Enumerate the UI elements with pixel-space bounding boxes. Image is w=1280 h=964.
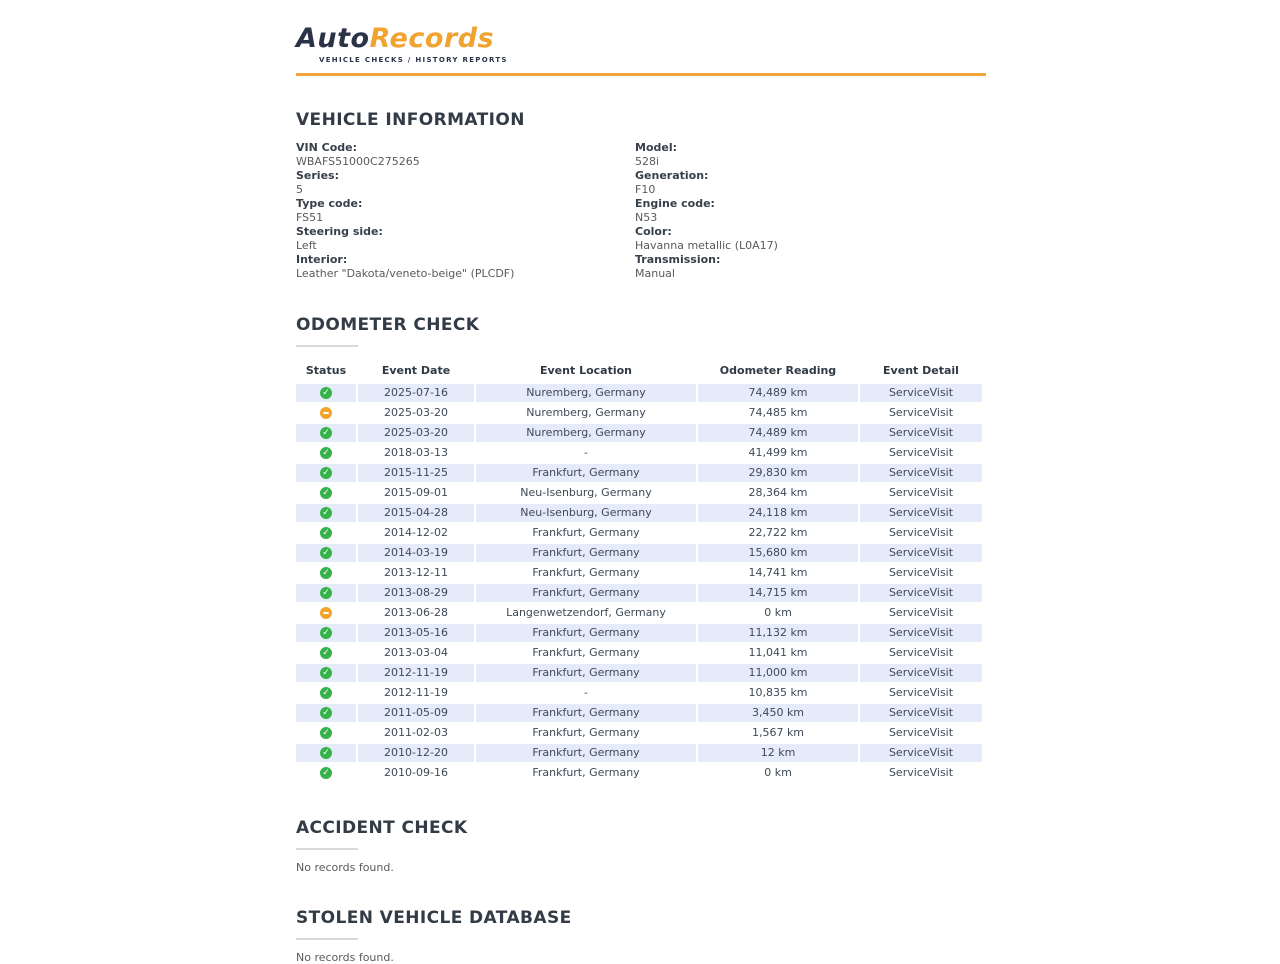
accident-check-empty-text: No records found. [296, 861, 394, 874]
event-detail-cell: ServiceVisit [860, 744, 982, 762]
odometer-table-head [296, 360, 982, 382]
odometer-table-row [296, 664, 982, 682]
event-detail-cell: ServiceVisit [888, 566, 954, 579]
status-cell [296, 764, 356, 782]
event-detail-cell: ServiceVisit [860, 704, 982, 722]
event-location-cell: - [584, 686, 588, 699]
event-location-cell: Nuremberg, Germany [526, 406, 646, 419]
event-location-cell: - [584, 446, 588, 459]
odometer-table-row [296, 484, 982, 502]
status-ok-icon [320, 567, 332, 579]
odometer-table-row [296, 704, 982, 722]
accident-check-title: ACCIDENT CHECK [296, 818, 468, 838]
event-date-cell: 2010-12-20 [358, 744, 474, 762]
event-location-cell: Frankfurt, Germany [476, 464, 696, 482]
status-ok-icon [320, 727, 332, 739]
status-ok-icon [320, 427, 332, 439]
odometer-table-row [296, 744, 982, 762]
odometer-table-row [296, 624, 982, 642]
status-cell [296, 704, 356, 722]
event-date-cell: 2015-09-01 [384, 486, 448, 499]
status-ok-icon [320, 387, 332, 399]
odometer-reading-cell: 0 km [764, 606, 792, 619]
odometer-table-row [296, 384, 982, 402]
event-location-cell: Frankfurt, Germany [476, 664, 696, 682]
event-detail-cell: ServiceVisit [888, 686, 954, 699]
odometer-reading-cell: 3,450 km [698, 704, 858, 722]
event-detail-cell: ServiceVisit [860, 424, 982, 442]
odometer-table-row [296, 524, 982, 542]
odometer-reading-cell: 11,132 km [698, 624, 858, 642]
odometer-reading-cell: 14,715 km [698, 584, 858, 602]
info-field-value: N53 [635, 211, 658, 224]
odometer-table-body [296, 384, 982, 782]
info-field [296, 141, 635, 169]
section-odometer-check [296, 315, 986, 784]
status-cell [296, 424, 356, 442]
event-date-cell: 2010-09-16 [384, 766, 448, 779]
odometer-table [294, 358, 984, 784]
heading-underline [296, 848, 358, 850]
odometer-reading-cell: 11,041 km [748, 646, 808, 659]
info-field [296, 197, 635, 225]
status-cell [296, 404, 356, 422]
odometer-reading-cell: 10,835 km [748, 686, 808, 699]
odometer-table-row [296, 504, 982, 522]
vehicle-info-column-right [635, 141, 974, 281]
status-cell [296, 524, 356, 542]
event-date-cell: 2013-06-28 [384, 606, 448, 619]
info-field [635, 197, 974, 225]
status-cell [296, 724, 356, 742]
status-cell [296, 484, 356, 502]
section-stolen-vehicle-database [296, 908, 986, 964]
odometer-table-row [296, 584, 982, 602]
event-location-cell: Frankfurt, Germany [476, 744, 696, 762]
odometer-column-header: Odometer Reading [719, 364, 837, 377]
info-field [635, 169, 974, 197]
info-field-label: Interior: [296, 253, 348, 266]
event-location-cell: Frankfurt, Germany [532, 526, 640, 539]
odometer-reading-cell: 14,741 km [748, 566, 808, 579]
event-date-cell: 2014-03-19 [358, 544, 474, 562]
status-ok-icon [320, 527, 332, 539]
info-field-label: Type code: [296, 197, 363, 210]
event-detail-cell: ServiceVisit [888, 726, 954, 739]
status-ok-icon [320, 687, 332, 699]
event-date-cell: 2015-11-25 [358, 464, 474, 482]
event-date-cell: 2011-05-09 [358, 704, 474, 722]
event-location-cell: Frankfurt, Germany [532, 726, 640, 739]
odometer-reading-cell: 1,567 km [751, 726, 805, 739]
info-field [296, 225, 635, 253]
info-field-value: WBAFS51000C275265 [296, 155, 420, 168]
odometer-reading-cell: 29,830 km [698, 464, 858, 482]
odometer-reading-cell: 74,489 km [698, 384, 858, 402]
odometer-reading-cell: 74,489 km [698, 424, 858, 442]
odometer-column-header: Status [305, 364, 347, 377]
status-ok-icon [320, 507, 332, 519]
info-field [296, 253, 635, 281]
status-cell [296, 624, 356, 642]
odometer-reading-cell: 74,485 km [748, 406, 808, 419]
event-detail-cell: ServiceVisit [888, 766, 954, 779]
odometer-reading-cell: 15,680 km [698, 544, 858, 562]
event-date-cell: 2013-08-29 [358, 584, 474, 602]
event-date-cell: 2013-03-04 [384, 646, 448, 659]
info-field-label: Steering side: [296, 225, 383, 238]
odometer-reading-cell: 0 km [764, 766, 792, 779]
odometer-reading-cell: 41,499 km [748, 446, 808, 459]
info-field-value: F10 [635, 183, 656, 196]
status-warning-icon [320, 607, 332, 619]
info-field-label: Model: [635, 141, 678, 154]
odometer-table-row [296, 544, 982, 562]
status-ok-icon [320, 747, 332, 759]
info-field-value: 5 [296, 183, 303, 196]
report-page [296, 0, 986, 964]
odometer-column-header: Event Date [381, 364, 451, 377]
event-location-cell: Frankfurt, Germany [476, 544, 696, 562]
odometer-reading-cell: 24,118 km [698, 504, 858, 522]
status-cell [296, 664, 356, 682]
stolen-vehicle-title: STOLEN VEHICLE DATABASE [296, 908, 572, 928]
event-date-cell: 2015-04-28 [358, 504, 474, 522]
event-location-cell: Neu-Isenburg, Germany [476, 504, 696, 522]
status-ok-icon [320, 487, 332, 499]
event-detail-cell: ServiceVisit [860, 384, 982, 402]
info-field [635, 141, 974, 169]
brand-accent-rule [296, 73, 986, 76]
status-cell [296, 744, 356, 762]
status-cell [296, 564, 356, 582]
info-field-label: Color: [635, 225, 672, 238]
odometer-table-row [296, 724, 982, 742]
vehicle-information-title: VEHICLE INFORMATION [296, 110, 525, 130]
event-location-cell: Frankfurt, Germany [476, 624, 696, 642]
event-detail-cell: ServiceVisit [860, 624, 982, 642]
odometer-table-row [296, 644, 982, 662]
section-vehicle-information [296, 110, 986, 281]
status-ok-icon [320, 547, 332, 559]
brand-logo [296, 24, 986, 54]
status-cell [296, 644, 356, 662]
info-field-label: Transmission: [635, 253, 721, 266]
event-detail-cell: ServiceVisit [888, 486, 954, 499]
status-cell [296, 684, 356, 702]
info-field-label: Generation: [635, 169, 709, 182]
event-detail-cell: ServiceVisit [888, 646, 954, 659]
status-ok-icon [320, 467, 332, 479]
odometer-table-row [296, 604, 982, 622]
info-field-label: VIN Code: [296, 141, 358, 154]
event-detail-cell: ServiceVisit [888, 526, 954, 539]
status-ok-icon [320, 767, 332, 779]
brand-header [296, 24, 986, 76]
stolen-vehicle-empty-text: No records found. [296, 951, 394, 964]
event-detail-cell: ServiceVisit [860, 464, 982, 482]
event-date-cell: 2012-11-19 [358, 664, 474, 682]
info-field-label: Series: [296, 169, 339, 182]
odometer-table-row [296, 764, 982, 782]
event-location-cell: Frankfurt, Germany [532, 646, 640, 659]
event-location-cell: Frankfurt, Germany [532, 566, 640, 579]
event-date-cell: 2013-12-11 [384, 566, 448, 579]
brand-name-secondary: Records [369, 23, 495, 54]
info-field-value: Leather "Dakota/veneto-beige" (PLCDF) [296, 267, 515, 280]
odometer-table-row [296, 424, 982, 442]
event-location-cell: Neu-Isenburg, Germany [520, 486, 652, 499]
info-field-value: FS51 [296, 211, 324, 224]
event-date-cell: 2014-12-02 [384, 526, 448, 539]
odometer-table-row [296, 404, 982, 422]
odometer-table-row [296, 444, 982, 462]
odometer-reading-cell: 22,722 km [748, 526, 808, 539]
odometer-column-header: Event Detail [883, 364, 959, 377]
event-location-cell: Frankfurt, Germany [476, 584, 696, 602]
heading-underline [296, 938, 358, 940]
status-ok-icon [320, 707, 332, 719]
event-location-cell: Nuremberg, Germany [476, 384, 696, 402]
status-ok-icon [320, 647, 332, 659]
event-detail-cell: ServiceVisit [888, 606, 954, 619]
info-field-label: Engine code: [635, 197, 715, 210]
status-ok-icon [320, 447, 332, 459]
info-field-value: Manual [635, 267, 675, 280]
event-detail-cell: ServiceVisit [860, 584, 982, 602]
brand-name-primary: Auto [296, 23, 370, 54]
status-ok-icon [320, 627, 332, 639]
event-date-cell: 2025-03-20 [384, 406, 448, 419]
info-field [635, 225, 974, 253]
section-accident-check [296, 818, 986, 874]
event-location-cell: Langenwetzendorf, Germany [506, 606, 666, 619]
status-cell [296, 584, 356, 602]
odometer-reading-cell: 12 km [698, 744, 858, 762]
event-date-cell: 2011-02-03 [384, 726, 448, 739]
info-field-value: Left [296, 239, 317, 252]
odometer-table-row [296, 564, 982, 582]
odometer-reading-cell: 28,364 km [748, 486, 808, 499]
status-cell [296, 504, 356, 522]
event-location-cell: Frankfurt, Germany [532, 766, 640, 779]
status-ok-icon [320, 587, 332, 599]
event-date-cell: 2013-05-16 [358, 624, 474, 642]
odometer-table-row [296, 464, 982, 482]
status-cell [296, 604, 356, 622]
status-cell [296, 544, 356, 562]
event-location-cell: Nuremberg, Germany [476, 424, 696, 442]
odometer-check-title: ODOMETER CHECK [296, 315, 480, 335]
brand-tagline: VEHICLE CHECKS / HISTORY REPORTS [319, 56, 508, 64]
event-detail-cell: ServiceVisit [860, 504, 982, 522]
info-field [635, 253, 974, 281]
event-date-cell: 2018-03-13 [384, 446, 448, 459]
vehicle-info-column-left [296, 141, 635, 281]
event-date-cell: 2012-11-19 [384, 686, 448, 699]
status-warning-icon [320, 407, 332, 419]
odometer-reading-cell: 11,000 km [698, 664, 858, 682]
info-field-value: Havanna metallic (L0A17) [635, 239, 778, 252]
event-date-cell: 2025-07-16 [358, 384, 474, 402]
event-detail-cell: ServiceVisit [860, 544, 982, 562]
vehicle-info-grid [296, 141, 986, 281]
event-detail-cell: ServiceVisit [888, 446, 954, 459]
event-date-cell: 2025-03-20 [358, 424, 474, 442]
odometer-header-row [296, 360, 982, 382]
status-cell [296, 464, 356, 482]
info-field-value: 528i [635, 155, 660, 168]
event-detail-cell: ServiceVisit [888, 406, 954, 419]
event-location-cell: Frankfurt, Germany [476, 704, 696, 722]
status-ok-icon [320, 667, 332, 679]
status-cell [296, 444, 356, 462]
odometer-column-header: Event Location [540, 364, 632, 377]
event-detail-cell: ServiceVisit [860, 664, 982, 682]
odometer-table-row [296, 684, 982, 702]
status-cell [296, 384, 356, 402]
heading-underline [296, 345, 358, 347]
info-field [296, 169, 635, 197]
